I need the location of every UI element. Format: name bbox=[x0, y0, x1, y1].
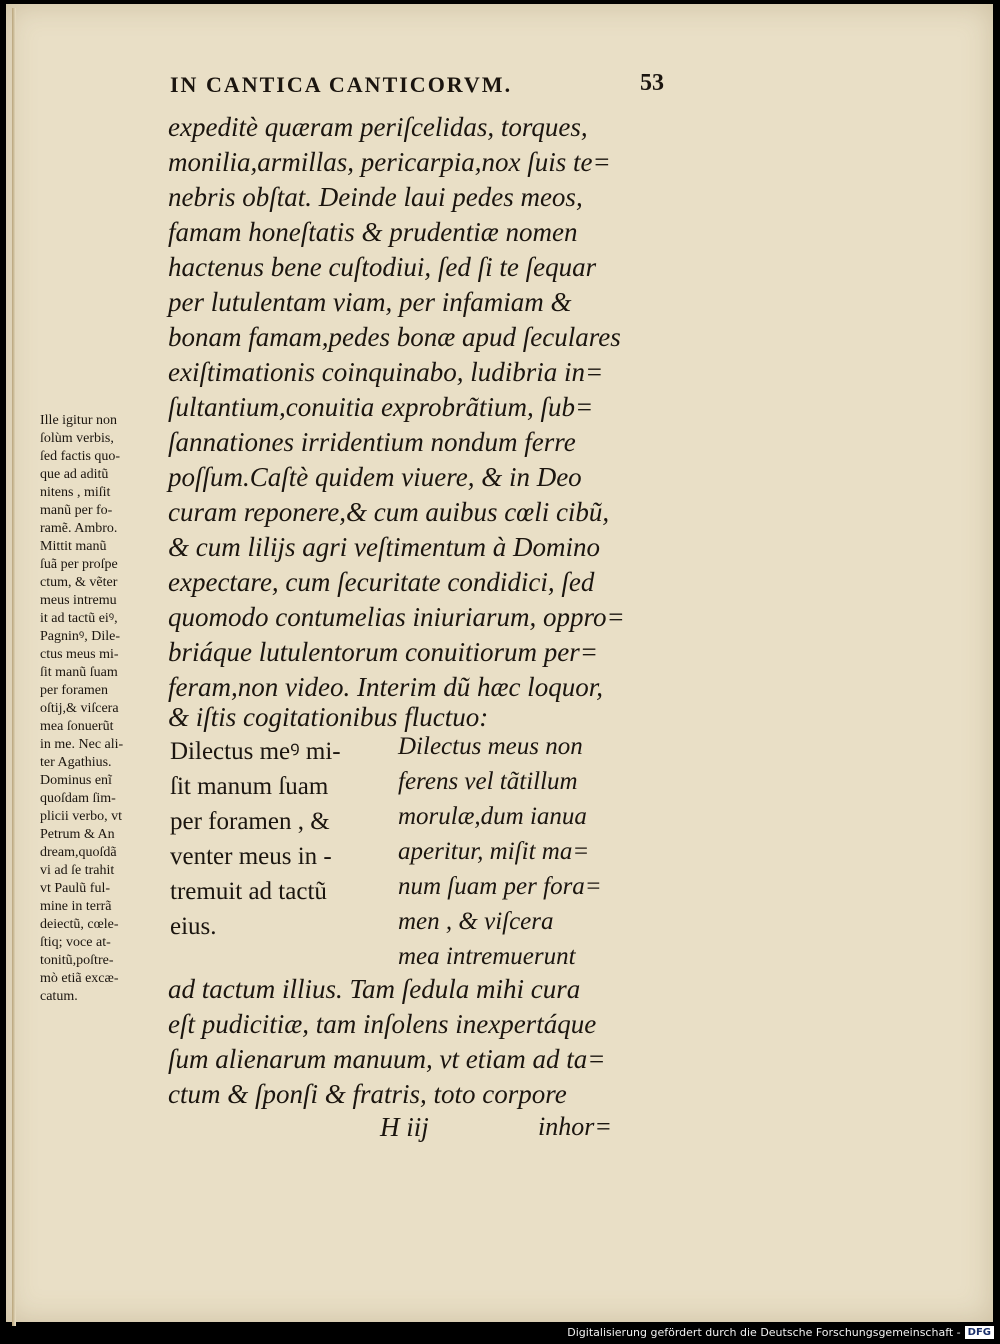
running-title: IN CANTICA CANTICORVM. bbox=[170, 72, 513, 97]
main-text-line: ſum alienarum manuum, vt etiam ad ta= bbox=[168, 1044, 606, 1074]
marginal-note-line: que ad aditũ bbox=[40, 467, 109, 482]
verse-right-line: mea intremuerunt bbox=[398, 943, 576, 970]
main-text-line: famam honeſtatis & prudentiæ nomen bbox=[168, 217, 578, 247]
main-text-line: feram,non video. Interim dũ hæc loquor, bbox=[168, 672, 603, 702]
main-text-line: monilia,armillas, pericarpia,nox ſuis te= bbox=[168, 147, 611, 177]
verse-right-line: Dilectus meus non bbox=[398, 733, 583, 760]
marginal-note-line: ramẽ. Ambro. bbox=[40, 521, 118, 536]
marginal-note-line: mea ſonuerũt bbox=[40, 719, 114, 734]
marginal-note-line: vi ad ſe trahit bbox=[40, 863, 115, 878]
marginal-note-line: tonitũ,poſtre- bbox=[40, 953, 114, 968]
marginal-note-line: ſuã per proſpe bbox=[40, 557, 118, 572]
dfg-logo: DFG bbox=[965, 1326, 994, 1339]
verse-left-line: tremuit ad tactũ bbox=[170, 878, 327, 905]
marginal-note-line: ctum, & vẽter bbox=[40, 575, 118, 590]
marginal-note-line: quoſdam ſim- bbox=[40, 791, 116, 806]
marginal-note-line: vt Paulũ ful- bbox=[40, 881, 110, 896]
marginal-note-line: Ille igitur non bbox=[40, 413, 117, 428]
main-text-line: per lutulentam viam, per infamiam & bbox=[168, 287, 572, 317]
main-text-line: curam reponere,& cum auibus cœli cibũ, bbox=[168, 497, 610, 527]
marginal-note-line: mine in terrã bbox=[40, 899, 112, 914]
marginal-note-line: plicii verbo, vt bbox=[40, 809, 123, 824]
marginal-note-line: per foramen bbox=[40, 683, 109, 698]
verse-left-line: venter meus in - bbox=[170, 843, 332, 870]
marginal-note-line: ſit manũ ſuam bbox=[40, 665, 118, 680]
main-text-line: nebris obſtat. Deinde laui pedes meos, bbox=[168, 182, 583, 212]
signature-mark: H iij bbox=[380, 1112, 429, 1142]
marginal-note-line: Mittit manũ bbox=[40, 539, 107, 554]
digitization-footer bbox=[567, 1324, 994, 1340]
main-text-line: & cum lilijs agri veſtimentum à Domino bbox=[168, 532, 600, 562]
marginal-note-line: deiectũ, cœle- bbox=[40, 917, 119, 932]
verse-left-line: per foramen , & bbox=[170, 808, 330, 835]
page-binding-edge bbox=[12, 8, 16, 1326]
main-text-line: eſt pudicitiæ, tam inſolens inexpertáque bbox=[168, 1009, 597, 1039]
main-text-line: ctum & ſponſi & fratris, toto corpore bbox=[168, 1079, 567, 1109]
verse-right-line: aperitur, miſit ma= bbox=[398, 838, 590, 865]
verse-right-line: ferens vel tãtillum bbox=[398, 768, 578, 795]
marginal-note-line: mò etiã excæ- bbox=[40, 971, 119, 986]
marginal-note-line: Pagninꝰ, Dile- bbox=[40, 629, 121, 644]
main-text-line: expeditè quæram periſcelidas, torques, bbox=[168, 112, 588, 142]
marginal-note-line: ſtiq; voce at- bbox=[40, 935, 111, 950]
main-text-line: & iſtis cogitationibus fluctuo: bbox=[168, 702, 489, 732]
marginal-note-line: meus intremu bbox=[40, 593, 117, 608]
marginal-note-line: dream,quoſdã bbox=[40, 845, 117, 860]
main-text-line: briáque lutulentorum conuitiorum per= bbox=[168, 637, 598, 667]
main-text-line: ſannationes irridentium nondum ferre bbox=[168, 427, 576, 457]
verse-left-line: Dilectus meꝰ mi- bbox=[170, 738, 341, 765]
footer-text: Digitalisierung gefördert durch die Deutsche Forschungsgemeinschaft - bbox=[567, 1325, 961, 1339]
verse-right-line: num ſuam per fora= bbox=[398, 873, 602, 900]
verse-right-line: men , & viſcera bbox=[398, 908, 554, 935]
marginal-note-line: oſtij,& viſcera bbox=[40, 701, 119, 716]
main-text-line: ad tactum illius. Tam ſedula mihi cura bbox=[168, 974, 581, 1004]
marginal-note-line: ctus meus mi- bbox=[40, 647, 119, 662]
verse-right-line: morulæ,dum ianua bbox=[398, 803, 587, 830]
marginal-note-line: in me. Nec ali- bbox=[40, 737, 124, 752]
verse-left-line: eius. bbox=[170, 913, 217, 940]
marginal-note-line: it ad tactũ eiꝰ, bbox=[40, 611, 118, 626]
main-text-line: exiſtimationis coinquinabo, ludibria in= bbox=[168, 357, 604, 387]
main-text-line: hactenus bene cuſtodiui, ſed ſi te ſequar bbox=[168, 252, 597, 282]
marginal-note-line: nitens , miſit bbox=[40, 485, 111, 500]
marginal-note-line: manũ per fo- bbox=[40, 503, 113, 518]
main-text-line: bonam famam,pedes bonæ apud ſeculares bbox=[168, 322, 621, 352]
marginal-note-line: Petrum & An bbox=[40, 827, 115, 842]
main-text-line: expectare, cum ſecuritate condidici, ſed bbox=[168, 567, 595, 597]
marginal-note-line: catum. bbox=[40, 989, 78, 1004]
main-text-line: ſultantium,conuitia exprobrãtium, ſub= bbox=[168, 392, 594, 422]
marginal-note-line: ter Agathius. bbox=[40, 755, 112, 770]
marginal-note-line: ſed factis quo- bbox=[40, 449, 121, 464]
main-text-line: poſſum.Caſtè quidem viuere, & in Deo bbox=[168, 462, 582, 492]
verse-left-line: ſit manum ſuam bbox=[170, 773, 329, 800]
page-number: 53 bbox=[640, 70, 664, 96]
main-text-line: quomodo contumelias iniuriarum, oppro= bbox=[168, 602, 625, 632]
marginal-note-line: ſolùm verbis, bbox=[40, 431, 114, 446]
catchword: inhor= bbox=[538, 1112, 612, 1141]
marginal-note-line: Dominus enĩ bbox=[40, 773, 112, 788]
